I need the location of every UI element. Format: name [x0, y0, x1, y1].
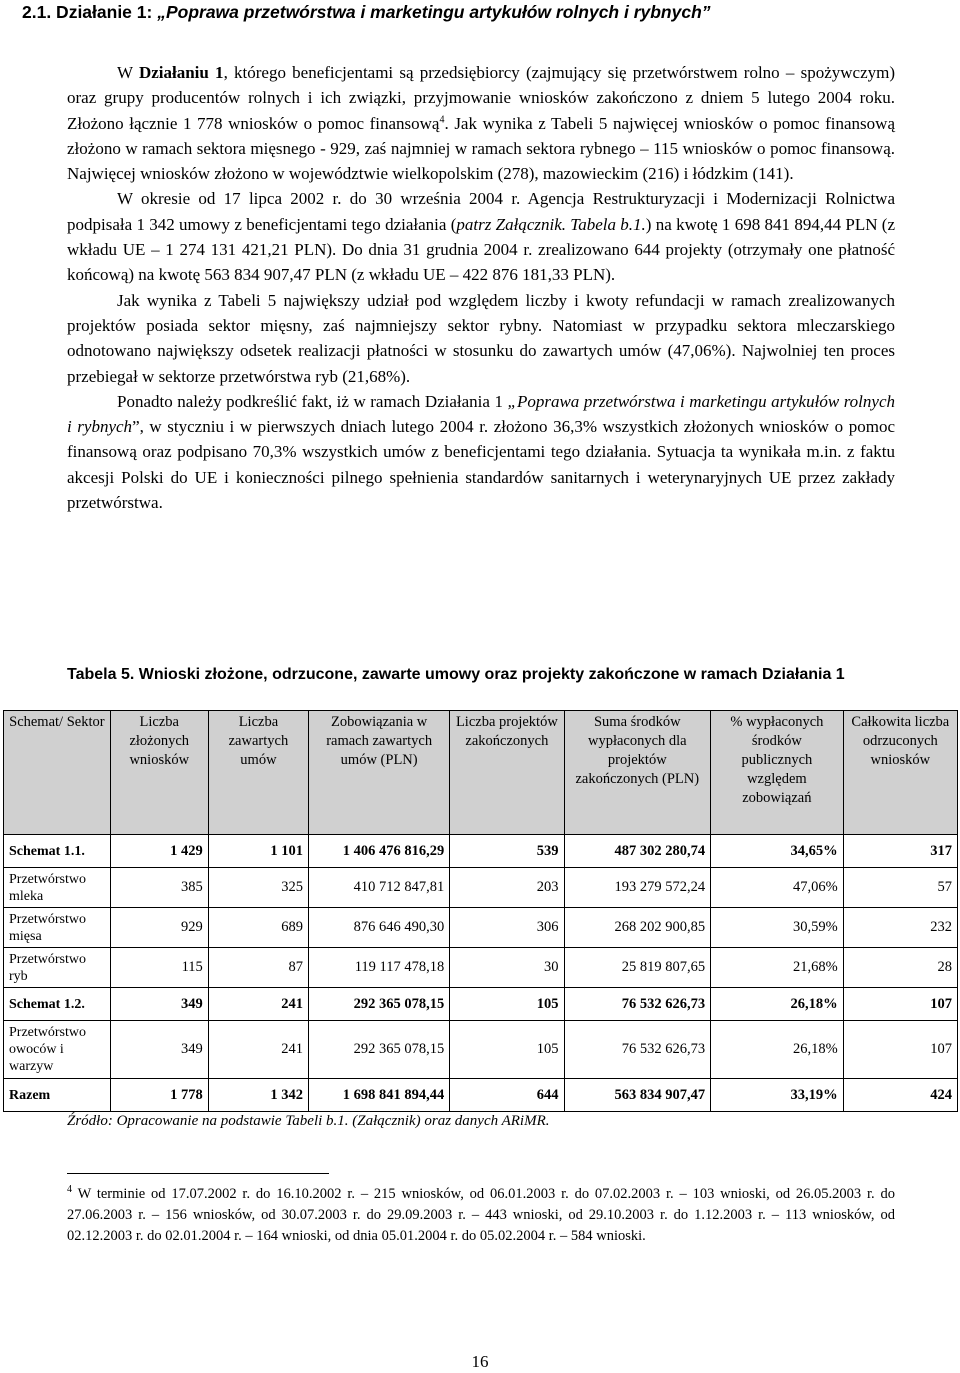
table-cell: 119 117 478,18 [309, 948, 450, 988]
table-row [4, 908, 958, 948]
table-cell: 563 834 907,47 [564, 1079, 711, 1112]
table-cell: 232 [843, 908, 957, 948]
row-label: Schemat 1.1. [4, 835, 111, 868]
table-cell: 241 [208, 988, 308, 1021]
table-cell: 76 532 626,73 [564, 988, 711, 1021]
table-cell: 689 [208, 908, 308, 948]
table-cell: 33,19% [711, 1079, 844, 1112]
table-cell: 1 429 [110, 835, 208, 868]
paragraph-3: Jak wynika z Tabeli 5 największy udział pod względem liczby i kwoty refundacji w ramach zrealizowanych projektów posiada sektor mięsny, zaś najmniejszy sektor rybny. Natomiast w przypadku sektora mleczarskiego odnotowano największy odsetek realizacji płatności w stosunku do zawartych umów (47,06%). Najwolniej ten proces przebiegał w sektorze przetwórstwa ryb (21,68%). [67, 290, 895, 386]
row-label: Przetwórstwo mleka [4, 868, 111, 908]
table-row [4, 868, 958, 908]
table-cell: 644 [450, 1079, 564, 1112]
footnote [67, 1184, 895, 1247]
table-cell: 292 365 078,15 [309, 988, 450, 1021]
footnote-divider [67, 1173, 329, 1174]
page-number: 16 [471, 1352, 489, 1371]
table-cell: 1 342 [208, 1079, 308, 1112]
section-heading [22, 1, 942, 23]
table-cell: 292 365 078,15 [309, 1021, 450, 1079]
row-label: Razem [4, 1079, 111, 1112]
table-cell: 26,18% [711, 1021, 844, 1079]
p2-italic: patrz Załącznik. Tabela b.1. [456, 214, 646, 234]
table-cell: 57 [843, 868, 957, 908]
col-header: Liczba złożonych wniosków [110, 711, 208, 835]
table-source: Źródło: Opracowanie na podstawie Tabeli b.1. (Załącznik) oraz danych ARiMR. [67, 1113, 550, 1129]
row-label: Przetwórstwo ryb [4, 948, 111, 988]
table-cell: 306 [450, 908, 564, 948]
body-text [67, 60, 895, 515]
table-cell: 487 302 280,74 [564, 835, 711, 868]
table-cell: 26,18% [711, 988, 844, 1021]
table-cell: 105 [450, 988, 564, 1021]
section-title: „Poprawa przetwórstwa i marketingu artykułów rolnych i rybnych” [157, 2, 711, 22]
table-cell: 349 [110, 988, 208, 1021]
table-cell: 21,68% [711, 948, 844, 988]
table-row [4, 988, 958, 1021]
table-cell: 87 [208, 948, 308, 988]
table-cell: 1 698 841 894,44 [309, 1079, 450, 1112]
col-header: Całkowita liczba odrzuconych wniosków [843, 711, 957, 835]
table-cell: 30,59% [711, 908, 844, 948]
table-cell: 385 [110, 868, 208, 908]
col-header: Schemat/ Sektor [4, 711, 111, 835]
table-row [4, 1021, 958, 1079]
table-cell: 241 [208, 1021, 308, 1079]
table-row-total [4, 1079, 958, 1112]
table-cell: 28 [843, 948, 957, 988]
p2-text-b: ) na kwotę 1 698 841 894,44 PLN (z wkładu UE – 1 274 131 421,21 PLN). Do dnia 31 grudnia 2004 r. zrealizowano 644 projekty (otrzymały one płatność końcową) na kwotę 563 834 907,47 PLN (z wkładu UE – 422 876 181,33 PLN). [67, 214, 896, 285]
table-cell: 539 [450, 835, 564, 868]
footnote-mark: 4 [67, 1184, 72, 1196]
table-cell: 349 [110, 1021, 208, 1079]
table-row [4, 948, 958, 988]
p1-text-a: W [117, 63, 139, 82]
p1-text-c: . Jak wynika z Tabeli 5 najwięcej wniosków o pomoc finansową złożono w ramach sektora mięsnego - 929, zaś najmniej w ramach sektora rybnego – 115 wniosków o pomoc finansową. Najwięcej wniosków złożono w województwie wielkopolskim (278), mazowieckim (216) i łódzkim (141). [67, 113, 895, 184]
col-header: % wypłaconych środków publicznych względem zobowiązań [711, 711, 844, 835]
table-cell: 30 [450, 948, 564, 988]
table-cell: 317 [843, 835, 957, 868]
table-cell: 1 406 476 816,29 [309, 835, 450, 868]
p4-text-a: Ponadto należy podkreślić fakt, iż w ramach Działania 1 [117, 391, 508, 411]
col-header: Liczba projektów zakończonych [450, 711, 564, 835]
col-header: Zobowiązania w ramach zawartych umów (PLN) [309, 711, 450, 835]
table-cell: 325 [208, 868, 308, 908]
section-number: 2.1. Działanie 1: [22, 2, 158, 22]
paragraph-4 [67, 389, 895, 515]
row-label: Schemat 1.2. [4, 988, 111, 1021]
p1-bold: Działaniu 1 [138, 63, 224, 82]
footnote-ref[interactable]: 4 [439, 113, 445, 125]
table-cell: 203 [450, 868, 564, 908]
table-cell: 105 [450, 1021, 564, 1079]
table-cell: 424 [843, 1079, 957, 1112]
table-cell: 1 101 [208, 835, 308, 868]
table-cell: 115 [110, 948, 208, 988]
table-header-row [4, 711, 958, 835]
table-caption: Tabela 5. Wnioski złożone, odrzucone, zawarte umowy oraz projekty zakończone w ramach Działania 1 [67, 666, 845, 683]
col-header: Suma środków wypłaconych dla projektów zakończonych (PLN) [564, 711, 711, 835]
paragraph-2 [67, 186, 895, 287]
table-row [4, 835, 958, 868]
row-label: Przetwórstwo owoców i warzyw [4, 1021, 111, 1079]
col-header: Liczba zawartych umów [208, 711, 308, 835]
table-cell: 193 279 572,24 [564, 868, 711, 908]
footnote-text: W terminie od 17.07.2002 r. do 16.10.2002 r. – 215 wniosków, od 06.01.2003 r. do 07.02.2003 r. – 103 wnioski, od 26.05.2003 r. do 27.06.2003 r. – 156 wniosków, od 30.07.2003 r. do 29.09.2003 r. – 443 wnioski, od 29.10.2003 r. do 1.12.2003 r. – 113 wniosków, od 02.12.2003 r. do 02.01.2004 r. – 164 wnioski, od dnia 05.01.2004 r. do 05.02.2004 r. – 584 wnioski. [67, 1186, 895, 1244]
table-cell: 410 712 847,81 [309, 868, 450, 908]
table-cell: 107 [843, 988, 957, 1021]
data-table [3, 710, 958, 1112]
p4-italic: „Poprawa przetwórstwa i marketingu artykułów rolnych i rybnych [67, 391, 895, 437]
table-cell: 34,65% [711, 835, 844, 868]
table-cell: 25 819 807,65 [564, 948, 711, 988]
table-cell: 76 532 626,73 [564, 1021, 711, 1079]
p4-text-b: ”, w styczniu i w pierwszych dniach lutego 2004 r. złożono 36,3% wszystkich złożonych wniosków o pomoc finansową oraz podpisano 70,3% wszystkich umów z beneficjentami tego działania. Sytuacja ta wynikała m.in. z faktu akcesji Polski do UE i konieczności pilnego spełnienia standardów sanitarnych i weterynaryjnych UE przez zakłady przetwórstwa. [67, 417, 895, 513]
paragraph-1 [67, 60, 895, 186]
table-cell: 268 202 900,85 [564, 908, 711, 948]
p2-text-a: W okresie od 17 lipca 2002 r. do 30 września 2004 r. Agencja Restrukturyzacji i Modernizacji Rolnictwa podpisała 1 342 umowy z beneficjentami tego działania ( [67, 189, 895, 234]
row-label: Przetwórstwo mięsa [4, 908, 111, 948]
table-cell: 107 [843, 1021, 957, 1079]
table-cell: 47,06% [711, 868, 844, 908]
table-cell: 876 646 490,30 [309, 908, 450, 948]
table-cell: 1 778 [110, 1079, 208, 1112]
p1-text-b: , którego beneficjentami są przedsiębiorcy (zajmujący się przetwórstwem rolno – spożywczym) oraz grupy producentów rolnych i ich związki, przyjmowanie wniosków zakończono z dniem 5 lutego 2004 roku. Złożono łącznie 1 778 wniosków o pomoc finansową [67, 63, 895, 133]
table-cell: 929 [110, 908, 208, 948]
